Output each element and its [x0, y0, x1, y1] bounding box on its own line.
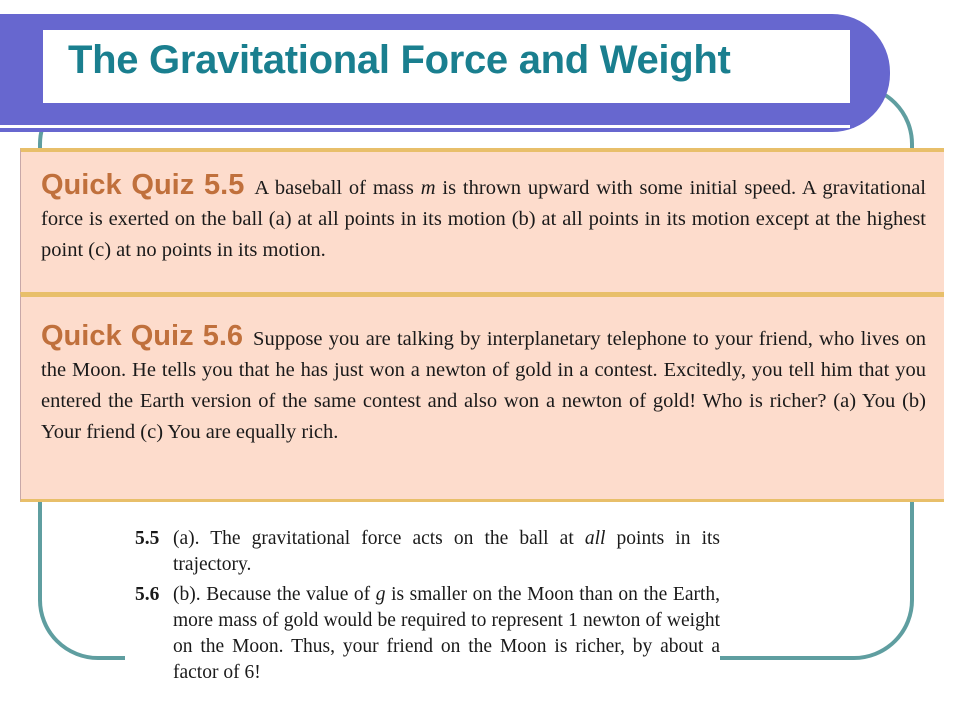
answer-5-6-var-g: g — [375, 584, 386, 605]
answer-5-5-emphasis: all — [584, 528, 606, 549]
quick-quiz-5-6 — [20, 292, 944, 502]
answer-5-5-part2: points in its trajectory. — [173, 528, 720, 575]
quiz-5-6-heading: Quick Quiz 5.6 — [41, 320, 244, 352]
quiz-5-6-body — [41, 321, 926, 448]
answer-5-5-number: 5.5 — [135, 528, 160, 549]
answer-5-6-part1: (b). Because the value of — [173, 584, 376, 605]
quiz-5-5-body — [41, 170, 926, 266]
answer-5-5-part1: (a). The gravitational force acts on the ball at — [173, 528, 585, 549]
quiz-5-5-var-m: m — [420, 177, 436, 199]
quiz-5-5-text-part1: A baseball of mass — [254, 177, 421, 199]
answer-5-6-number: 5.6 — [135, 584, 160, 605]
quiz-5-6-text: Suppose you are talking by interplanetary telephone to your friend, who lives on the Moon. He tells you that he has just won a newton of gold in a contest. Excitedly, you tell him that you entered the Earth version of the same contest and also won a newton of gold! Who is richer? (a) You (b) Your friend (c) You are equally rich. — [41, 328, 927, 443]
answer-5-6 — [135, 582, 720, 686]
answer-5-6-part2: is smaller on the Moon than on the Earth, more mass of gold would be required to represent 1 newton of weight on the Moon. Thus, your friend on the Moon is richer, by about a factor of 6! — [173, 584, 721, 683]
answers-panel — [125, 512, 720, 690]
title-underline — [0, 125, 850, 128]
quick-quiz-5-5 — [20, 148, 944, 296]
answer-5-5-text — [173, 526, 720, 578]
answer-5-6-text — [173, 582, 720, 686]
slide-title: The Gravitational Force and Weight — [68, 38, 731, 82]
answer-5-5 — [135, 526, 720, 578]
quiz-5-5-heading: Quick Quiz 5.5 — [41, 169, 245, 201]
quiz-5-5-text-part2: is thrown upward with some initial speed. A gravitational force is exerted on the ball (a) at all points in its motion (b) at all points in its motion except at the highest point (c) at no points in its motion. — [41, 177, 927, 261]
